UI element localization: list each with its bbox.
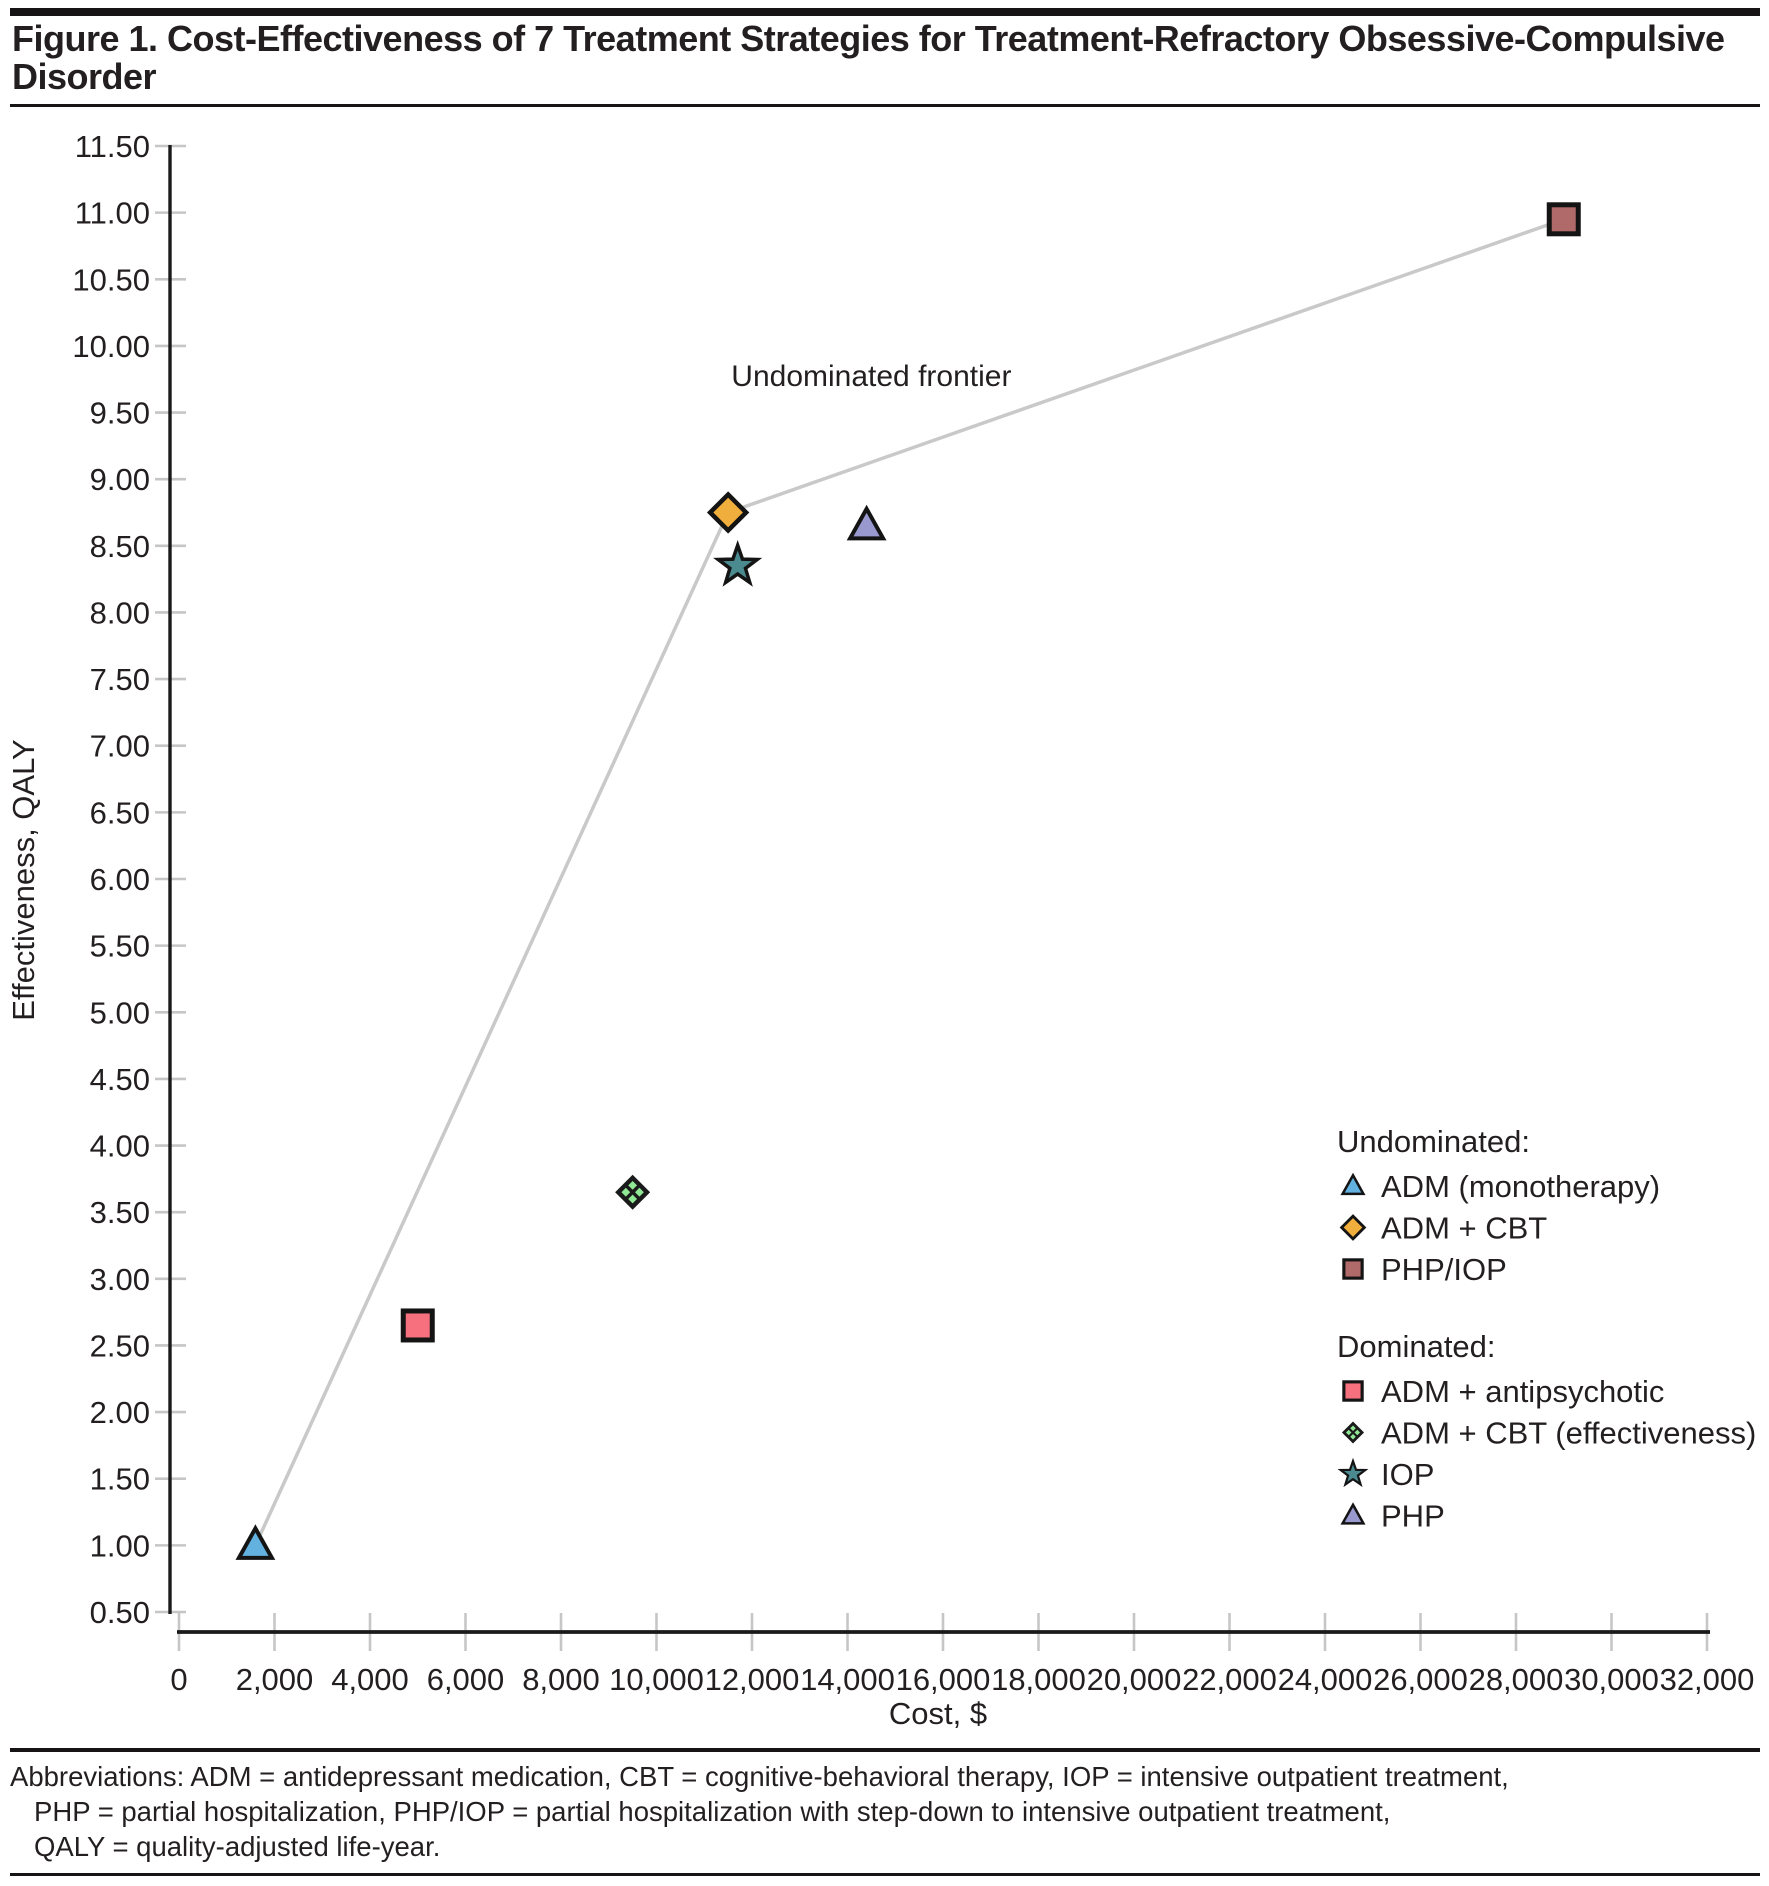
figure-title-line-1: Figure 1. Cost-Effectiveness of 7 Treatment Strategies for Treatment-Refractory Obsessive-Compulsive xyxy=(12,18,1725,59)
x-tick-label-4,000: 4,000 xyxy=(331,1662,409,1697)
point-php-iop-square-marker xyxy=(1549,205,1578,234)
chart-element xyxy=(1344,1382,1362,1400)
y-tick-label-11.00: 11.00 xyxy=(74,195,150,231)
x-tick-label-30,000: 30,000 xyxy=(1564,1662,1659,1697)
y-tick-label-1.50: 1.50 xyxy=(89,1461,150,1497)
legend-label-adm-monotherapy: ADM (monotherapy) xyxy=(1381,1169,1661,1204)
y-tick-label-9.50: 9.50 xyxy=(89,395,150,431)
abbreviations-top-rule xyxy=(10,1748,1760,1752)
frontier-annotation: Undominated frontier xyxy=(731,360,1012,394)
legend-adm-antipsychotic-square-marker xyxy=(1344,1382,1362,1400)
y-tick-label-7.00: 7.00 xyxy=(89,728,150,764)
y-tick-label-5.00: 5.00 xyxy=(89,995,150,1031)
x-tick-label-22,000: 22,000 xyxy=(1182,1662,1277,1697)
x-tick-label-28,000: 28,000 xyxy=(1468,1662,1564,1697)
y-tick-label-8.50: 8.50 xyxy=(89,528,150,564)
legend-adm-monotherapy-triangle-marker xyxy=(1343,1175,1364,1194)
chart-element xyxy=(615,1175,650,1210)
x-axis-title: Cost, $ xyxy=(888,1696,988,1731)
legend-label-adm-cbt: ADM + CBT xyxy=(1381,1210,1548,1246)
point-adm-antipsychotic-square-marker xyxy=(403,1311,432,1340)
legend-heading-undominated: Undominated: xyxy=(1337,1124,1531,1159)
legend-php-iop-square-marker xyxy=(1344,1260,1362,1278)
legend-label-php-iop: PHP/IOP xyxy=(1381,1252,1507,1287)
abbreviations-block xyxy=(10,1748,1760,1876)
y-axis-title: Effectiveness, QALY xyxy=(6,739,41,1021)
chart-element xyxy=(1342,1421,1364,1443)
point-php-triangle-marker xyxy=(850,509,883,539)
chart-element xyxy=(1343,1505,1364,1524)
y-tick-label-7.50: 7.50 xyxy=(89,662,150,698)
x-tick-label-24,000: 24,000 xyxy=(1277,1662,1373,1697)
y-tick-label-8.00: 8.00 xyxy=(89,595,150,631)
point-adm-monotherapy-triangle-marker xyxy=(239,1528,272,1558)
chart-element xyxy=(403,1311,432,1340)
x-tick-label-6,000: 6,000 xyxy=(426,1662,505,1697)
x-tick-label-2,000: 2,000 xyxy=(235,1662,314,1697)
y-tick-label-3.50: 3.50 xyxy=(89,1195,150,1231)
x-tick-label-18,000: 18,000 xyxy=(991,1662,1086,1697)
x-tick-label-14,000: 14,000 xyxy=(800,1662,895,1697)
chart-element xyxy=(710,495,746,531)
y-tick-label-6.50: 6.50 xyxy=(89,795,150,831)
figure-title-line-2: Disorder xyxy=(12,56,157,97)
chart-element xyxy=(1341,1461,1366,1484)
y-tick-label-0.50: 0.50 xyxy=(89,1595,150,1630)
legend-heading-dominated: Dominated: xyxy=(1337,1329,1496,1364)
chart-element xyxy=(239,1528,272,1558)
x-axis-tick-labels xyxy=(170,1662,1754,1697)
y-tick-label-10.50: 10.50 xyxy=(72,262,150,298)
y-tick-label-2.50: 2.50 xyxy=(89,1328,150,1364)
legend-label-iop: IOP xyxy=(1381,1457,1435,1492)
y-tick-label-10.00: 10.00 xyxy=(72,328,150,364)
y-tick-label-3.00: 3.00 xyxy=(89,1261,150,1297)
legend-label-adm-cbt-effectiveness: ADM + CBT (effectiveness) xyxy=(1381,1415,1757,1451)
legend-adm-cbt-effectiveness-diamond-dots-marker xyxy=(1342,1421,1364,1443)
point-adm-cbt-diamond-marker xyxy=(710,495,746,531)
chart-element xyxy=(1342,1216,1365,1239)
x-tick-label-16,000: 16,000 xyxy=(895,1662,991,1697)
chart-element xyxy=(850,509,883,539)
legend-label-adm-antipsychotic: ADM + antipsychotic xyxy=(1381,1374,1665,1409)
y-tick-label-6.00: 6.00 xyxy=(89,862,150,897)
chart-element xyxy=(1344,1260,1362,1278)
abbreviations-line-2: PHP = partial hospitalization, PHP/IOP = partial hospitalization with step-down to intensive outpatient treatment, xyxy=(34,1795,1391,1827)
x-tick-label-0: 0 xyxy=(170,1662,188,1697)
x-tick-label-32,000: 32,000 xyxy=(1659,1662,1755,1697)
x-tick-label-20,000: 20,000 xyxy=(1086,1662,1182,1697)
y-tick-label-5.50: 5.50 xyxy=(89,928,150,964)
chart-element xyxy=(1549,205,1578,234)
point-iop-star-marker xyxy=(718,545,757,582)
legend-adm-cbt-diamond-marker xyxy=(1342,1216,1365,1239)
legend xyxy=(1337,1124,1756,1534)
y-tick-label-9.00: 9.00 xyxy=(89,462,150,498)
abbreviations-bottom-rule xyxy=(10,1873,1760,1877)
legend-iop-star-marker xyxy=(1341,1461,1366,1484)
x-tick-label-26,000: 26,000 xyxy=(1373,1662,1468,1697)
chart-element xyxy=(718,545,757,582)
y-tick-label-4.50: 4.50 xyxy=(89,1061,150,1097)
y-tick-label-4.00: 4.00 xyxy=(89,1128,150,1164)
y-axis-tick-labels xyxy=(72,129,150,1630)
abbreviations-line-1: Abbreviations: ADM = antidepressant medication, CBT = cognitive-behavioral therapy, IOP = intensive outpatient treatment, xyxy=(10,1760,1509,1792)
y-tick-label-11.50: 11.50 xyxy=(74,129,150,164)
abbreviations-line-3: QALY = quality-adjusted life-year. xyxy=(34,1830,441,1862)
x-tick-label-8,000: 8,000 xyxy=(522,1662,600,1697)
x-tick-label-12,000: 12,000 xyxy=(704,1662,800,1697)
point-adm-cbt-effectiveness-diamond-dots-marker xyxy=(615,1175,650,1210)
x-tick-label-10,000: 10,000 xyxy=(609,1662,704,1697)
y-tick-label-2.00: 2.00 xyxy=(89,1395,150,1431)
legend-php-triangle-marker xyxy=(1343,1505,1364,1524)
legend-label-php: PHP xyxy=(1381,1498,1445,1534)
chart-element xyxy=(1343,1175,1364,1194)
y-tick-label-1.00: 1.00 xyxy=(89,1528,150,1564)
